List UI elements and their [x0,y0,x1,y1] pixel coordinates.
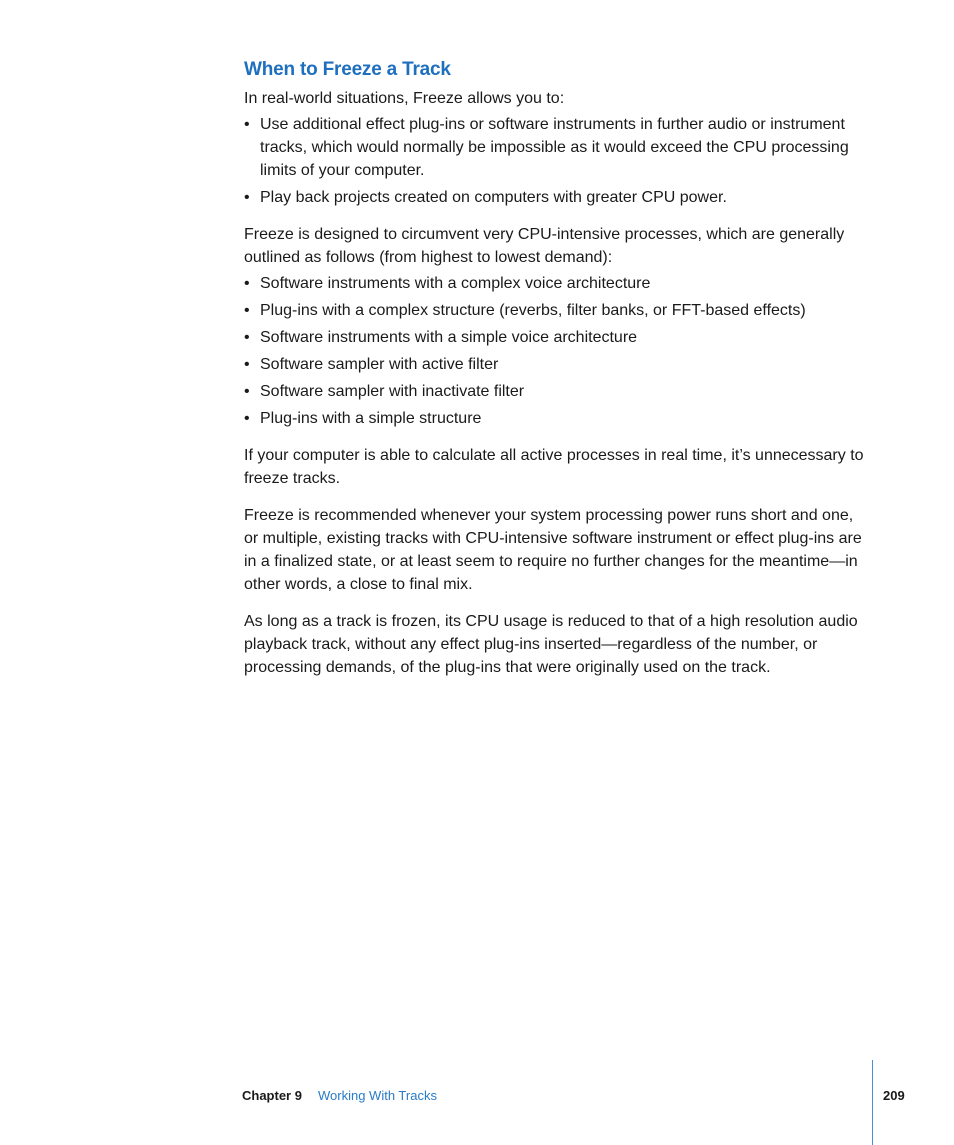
bullet-icon: • [244,116,250,133]
section-heading: When to Freeze a Track [244,59,451,80]
uses-list [244,113,870,209]
list-item [244,380,870,403]
list-item [244,326,870,349]
bullet-icon: • [244,275,250,292]
list-item-text: Software sampler with active filter [260,356,499,373]
bullet-icon: • [244,329,250,346]
bullet-icon: • [244,356,250,373]
list-item [244,272,870,295]
designed-paragraph: Freeze is designed to circumvent very CPU-intensive processes, which are generally outlined as follows (from highest to lowest demand): [244,226,845,266]
frozen-paragraph: As long as a track is frozen, its CPU usage is reduced to that of a high resolution audio playback track, without any effect plug-ins inserted—regardless of the number, or processing demands, of the plug-ins that were originally used on the track. [244,613,858,676]
page-number: 209 [883,1088,905,1103]
footer-divider [872,1060,873,1145]
bullet-icon: • [244,189,250,206]
list-item [244,186,870,209]
bullet-icon: • [244,302,250,319]
bullet-icon: • [244,383,250,400]
bullet-icon: • [244,410,250,427]
list-item-text: Play back projects created on computers with greater CPU power. [260,189,727,206]
processes-list [244,272,870,430]
list-item [244,407,870,430]
recommended-paragraph: Freeze is recommended whenever your system processing power runs short and one, or multiple, existing tracks with CPU-intensive software instrument or effect plug-ins are in a finalized state, or at least seem to require no further changes for the meantime—in other words, a close to final mix. [244,507,862,593]
realtime-paragraph: If your computer is able to calculate all active processes in real time, it’s unnecessary to freeze tracks. [244,447,864,487]
list-item [244,113,870,182]
list-item-text: Software instruments with a complex voice architecture [260,275,651,292]
list-item-text: Software instruments with a simple voice architecture [260,329,638,346]
list-item-text: Software sampler with inactivate filter [260,383,525,400]
page-content [244,57,870,679]
list-item-text: Plug-ins with a complex structure (reverbs, filter banks, or FFT-based effects) [260,302,806,319]
footer-chapter-label: Chapter 9 [242,1088,302,1103]
intro-paragraph: In real-world situations, Freeze allows you to: [244,90,565,107]
list-item-text: Use additional effect plug-ins or software instruments in further audio or instrument tracks, which would normally be impossible as it would exceed the CPU processing limits of your computer. [260,116,849,179]
list-item-text: Plug-ins with a simple structure [260,410,482,427]
footer-section-link[interactable]: Working With Tracks [318,1088,437,1103]
list-item [244,353,870,376]
list-item [244,299,870,322]
